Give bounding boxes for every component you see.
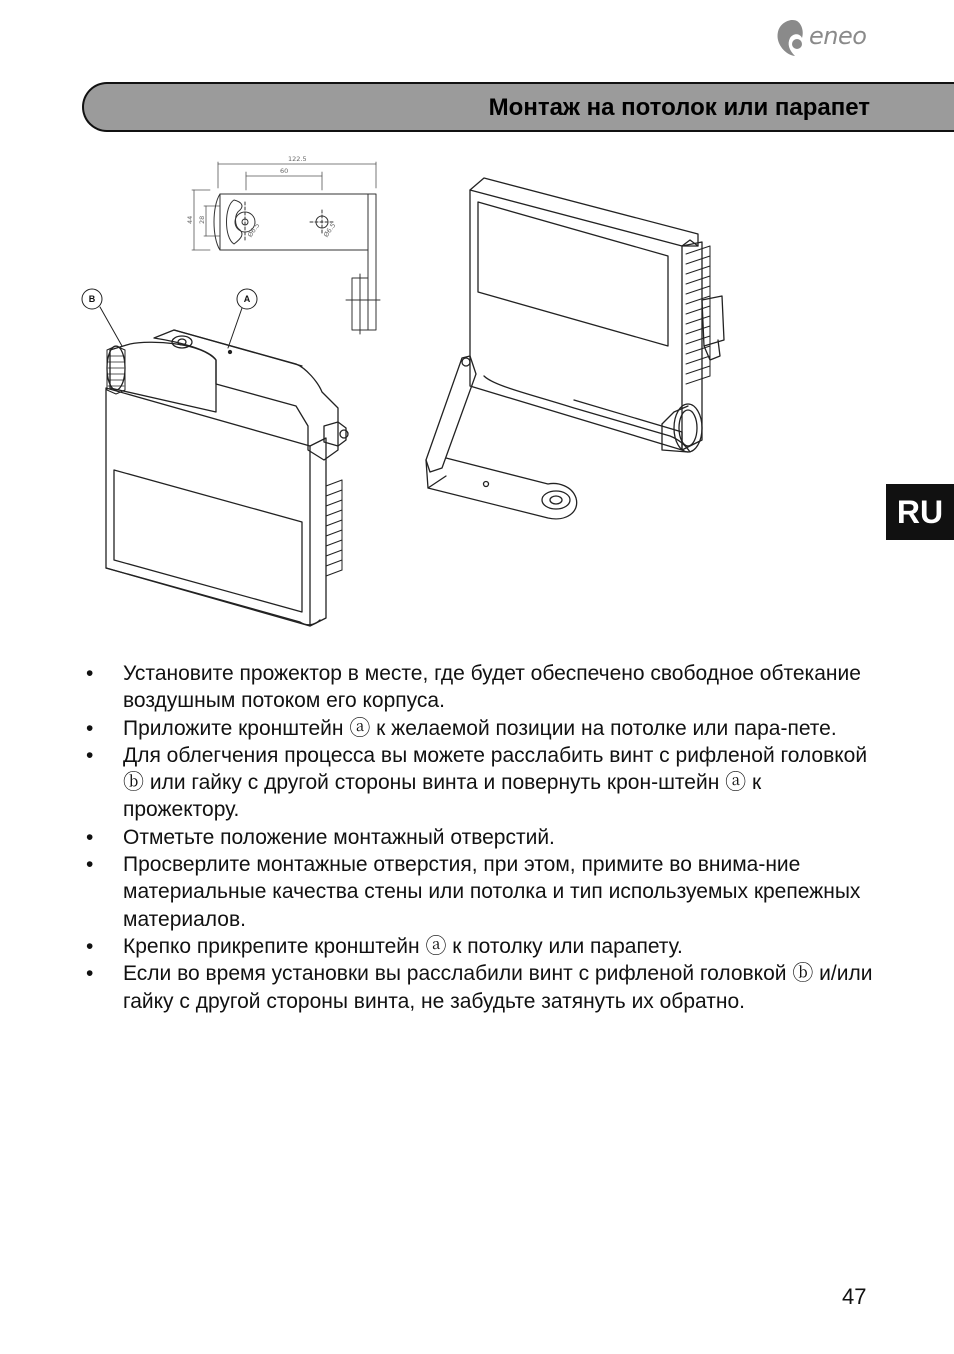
bullet-marker: •: [86, 934, 94, 958]
eneo-logo-icon: [775, 18, 809, 58]
bullet-marker: •: [86, 716, 94, 740]
section-title-bar: [82, 82, 954, 132]
dim-slot-left-label: Ø6.5: [245, 221, 262, 239]
dim-height-outer-label: 44: [186, 215, 194, 224]
callouts: [82, 289, 257, 348]
list-item: [86, 824, 876, 851]
bullet-marker: •: [86, 962, 94, 986]
instruction-list: [86, 660, 876, 1015]
left-projector: [106, 330, 348, 626]
label-b: B: [88, 294, 96, 304]
bullet-marker: •: [86, 825, 94, 849]
list-item: [86, 715, 876, 742]
language-tab: RU: [886, 484, 954, 540]
list-item-text: Если во время установки вы расслабили винт с рифленой головкой ⓑ и/или гайку с другой стороны винта, не забудьте затянуть их обратно.: [123, 962, 873, 1013]
list-item-text: Приложите кронштейн ⓐ к желаемой позиции на потолке или пара-пете.: [123, 716, 837, 740]
eneo-logo: [775, 18, 885, 58]
dim-slot-right-label: Ø6.5: [321, 221, 338, 239]
page-title: Монтаж на потолок или парапет: [488, 94, 870, 121]
dim-height-inner-label: 28: [198, 215, 206, 224]
mounting-illustration: [70, 150, 750, 640]
list-item: [86, 660, 876, 715]
bracket-side-profile: [346, 194, 380, 334]
list-item: [86, 960, 876, 1015]
label-a: A: [243, 294, 251, 304]
bullet-marker: •: [86, 743, 94, 767]
page-number: 47: [842, 1284, 867, 1309]
bullet-marker: •: [86, 662, 94, 685]
list-item-text: Для облегчения процесса вы можете расслабить винт с рифленой головкой ⓑ или гайку с другой стороны винта и повернуть крон-штейн ⓐ к прожектору.: [123, 743, 868, 822]
list-item-text: Отметьте положение монтажный отверстий.: [123, 825, 555, 849]
dim-center-label: 60: [280, 167, 289, 175]
list-item: [86, 851, 876, 933]
dim-total-label: 122.5: [288, 155, 307, 163]
right-projector: [426, 178, 724, 519]
bracket-plan-view: [214, 194, 368, 250]
list-item: [86, 933, 876, 960]
bullet-marker: •: [86, 853, 94, 877]
mounting-drawing: [70, 150, 750, 640]
list-item: [86, 742, 876, 824]
logo-text: eneo: [809, 22, 867, 50]
list-item-text: Крепко прикрепите кронштейн ⓐ к потолку или парапету.: [123, 934, 683, 958]
list-item-text: Просверлите монтажные отверстия, при этом, примите во внима-ние материальные качества стены или потолка и тип используемых крепежных материалов.: [123, 853, 861, 931]
list-item-text: Установите прожектор в месте, где будет обеспечено свободное обтекание воздушным потоком его корпуса.: [123, 662, 861, 713]
